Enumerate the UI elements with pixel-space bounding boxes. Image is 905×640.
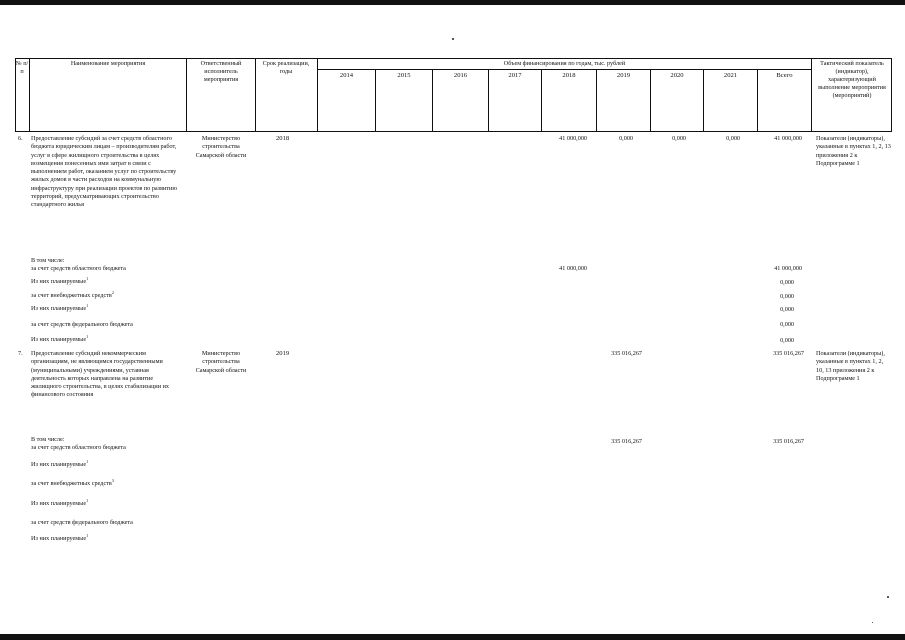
- subrow-extrabudget: за счет внебюджетных средств$^2$: [31, 289, 114, 299]
- subrow-planned: Из них планируемые$^1$: [31, 333, 89, 343]
- measure-name: Предоставление субсидий за счет средств областного бюджета юридическим лицам – производителям работ, услуг в сфере жилищного строительства в целях возмещения понесенных ими затрат в связи с выполнением работ, оказанием услуг по строительству жилых домов в части расходов на коммунальную инфраструктуру при реализации проектов по развитию территорий, предусматривающих строительство стандартного жилья: [31, 135, 177, 208]
- value-total: 41 000,000: [774, 135, 802, 142]
- scan-speck: [887, 596, 889, 598]
- subrow-federal: за счет средств федерального бюджета: [31, 321, 133, 328]
- header-number: № п/п: [15, 60, 29, 76]
- table-border-right: [891, 58, 892, 132]
- subrow-in-total: В том числе:: [31, 257, 65, 264]
- implementation-term: 2019: [276, 350, 290, 357]
- year-2015: 2015: [397, 72, 411, 79]
- subrow-regional-2019: 335 016,267: [611, 438, 642, 445]
- header-name: Наименование мероприятия: [70, 60, 146, 67]
- subrow-planned: Из них планируемые$^1$: [31, 458, 89, 468]
- subrow-planned: Из них планируемые$^1$: [31, 497, 89, 507]
- subrow-extrabudget-total: 0,000: [780, 293, 794, 300]
- header-indicator: Тактический показатель (индикатор), характеризующий выполнение мероприятия (мероприятий): [818, 60, 886, 100]
- value-2018: 41 000,000: [559, 135, 587, 142]
- subrow-in-total: В том числе:: [31, 436, 65, 443]
- col-sep: [811, 58, 812, 132]
- header-responsible: Ответственный исполнитель мероприятия: [200, 60, 242, 84]
- subrow-regional: за счет средств областного бюджета: [31, 265, 126, 272]
- year-2016: 2016: [453, 72, 468, 79]
- year-2014: 2014: [339, 72, 354, 79]
- year-2019: 2019: [616, 72, 631, 79]
- responsible-executor: Министерство строительства Самарской области: [195, 135, 247, 159]
- value-2021: 0,000: [726, 135, 740, 142]
- measure-name: Предоставление субсидий некоммерческим организациям, не являющимся государственными (муниципальными) учреждениями, уставная деятельность которых направлена на развитие жилищного строительства, в целях стабилизации их финансового состояния: [31, 350, 170, 399]
- header-term: Срок реализации, годы: [262, 60, 310, 76]
- table-border-top: [15, 58, 892, 59]
- scan-top-edge: [0, 0, 905, 5]
- subrow-regional-2018: 41 000,000: [559, 265, 587, 272]
- subrow-regional-total: 335 016,267: [773, 438, 804, 445]
- subrow-planned-total: 0,000: [780, 306, 794, 313]
- year-2017: 2017: [508, 72, 522, 79]
- value-total: 335 016,267: [773, 350, 804, 357]
- value-2020: 0,000: [672, 135, 686, 142]
- subrow-regional-total: 41 000,000: [774, 265, 802, 272]
- subrow-planned: Из них планируемые$^1$: [31, 302, 89, 312]
- subrow-federal-total: 0,000: [780, 321, 794, 328]
- implementation-term: 2018: [276, 135, 290, 142]
- col-sep: [255, 58, 256, 132]
- subrow-federal: за счет средств федерального бюджета: [31, 519, 133, 526]
- responsible-executor: Министерство строительства Самарской области: [195, 350, 247, 374]
- indicator-text: Показатели (индикаторы), указанные в пунктах 1, 2, 13 приложения 2 к Подпрограмме 1: [816, 135, 891, 167]
- year-2020: 2020: [670, 72, 684, 79]
- col-sep: [29, 58, 30, 132]
- year-2021: 2021: [723, 72, 738, 79]
- header-finance: Объем финансирования по годам, тыс. рублей: [503, 60, 626, 67]
- header-bottom-line: [15, 131, 892, 132]
- subrow-planned: Из них планируемые$^1$: [31, 532, 89, 542]
- scan-speck: [872, 622, 873, 623]
- scan-speck: [452, 38, 454, 40]
- indicator-text: Показатели (индикаторы), указанные в пунктах 1, 2, 10, 13 приложения 2 к Подпрограмме 1: [816, 350, 885, 382]
- subrow-planned-total: 0,000: [780, 279, 794, 286]
- subrow-extrabudget: за счет внебюджетных средств$^3$: [31, 477, 114, 487]
- row-number: 7.: [18, 350, 23, 357]
- col-sep: [186, 58, 187, 132]
- subrow-planned: Из них планируемые$^1$: [31, 275, 89, 285]
- scan-bottom-edge: [0, 634, 905, 640]
- finance-subheader-line: [317, 69, 811, 70]
- year-total: Всего: [776, 72, 793, 79]
- year-2018: 2018: [562, 72, 576, 79]
- col-sep: [317, 58, 318, 132]
- subrow-planned-total: 0,000: [780, 337, 794, 344]
- value-2019: 335 016,267: [611, 350, 642, 357]
- row-number: 6.: [18, 135, 23, 142]
- value-2019: 0,000: [619, 135, 633, 142]
- subrow-regional: за счет средств областного бюджета: [31, 444, 126, 451]
